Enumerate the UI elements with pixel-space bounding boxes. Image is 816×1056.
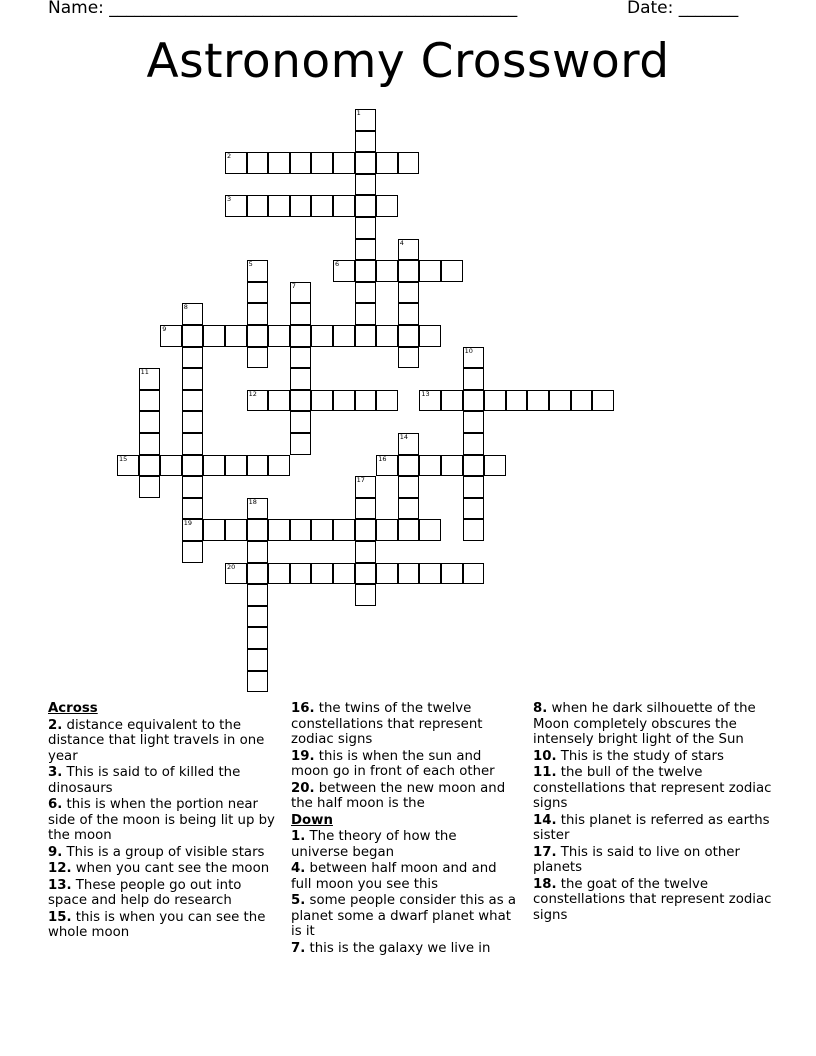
- crossword-cell[interactable]: [290, 347, 312, 369]
- crossword-cell[interactable]: [376, 563, 398, 585]
- crossword-cell[interactable]: [355, 239, 377, 261]
- crossword-cell[interactable]: [398, 563, 420, 585]
- crossword-cell[interactable]: [355, 131, 377, 153]
- crossword-cell[interactable]: [419, 390, 441, 412]
- clue-item-number: 4.: [291, 861, 306, 876]
- crossword-cell[interactable]: [182, 476, 204, 498]
- crossword-cell[interactable]: [247, 649, 269, 671]
- clue-number: 18: [248, 497, 257, 506]
- crossword-cell[interactable]: [247, 303, 269, 325]
- down-heading: Down: [291, 812, 333, 828]
- crossword-cell[interactable]: [247, 325, 269, 347]
- clue-number: 16: [378, 454, 387, 463]
- crossword-cell[interactable]: [268, 390, 290, 412]
- clue-item: [291, 749, 517, 780]
- crossword-cell[interactable]: [398, 498, 420, 520]
- crossword-cell[interactable]: [463, 433, 485, 455]
- clue-item-text: This is the study of stars: [556, 748, 724, 764]
- clue-number: 5: [248, 260, 253, 269]
- crossword-cell[interactable]: [333, 195, 355, 217]
- crossword-cell[interactable]: [290, 433, 312, 455]
- crossword-cell[interactable]: [484, 390, 506, 412]
- crossword-cell[interactable]: [225, 455, 247, 477]
- crossword-cell[interactable]: [463, 368, 485, 390]
- clue-column-3: [533, 701, 773, 924]
- clue-number: 10: [464, 346, 473, 355]
- crossword-cell[interactable]: [203, 325, 225, 347]
- clue-item: [48, 718, 284, 765]
- clue-item: [291, 701, 517, 748]
- crossword-cell[interactable]: [290, 282, 312, 304]
- crossword-cell[interactable]: [398, 260, 420, 282]
- crossword-cell[interactable]: [247, 627, 269, 649]
- crossword-cell[interactable]: [182, 455, 204, 477]
- clue-item-number: 18.: [533, 876, 557, 892]
- clue-column-2: [291, 701, 517, 957]
- clue-item-text: the twins of the twelve constellations that represent zodiac signs: [291, 701, 483, 747]
- clue-item-number: 6.: [48, 797, 63, 812]
- clue-item-number: 10.: [533, 748, 557, 764]
- crossword-cell[interactable]: [182, 347, 204, 369]
- clue-item: [533, 765, 773, 812]
- crossword-cell[interactable]: [268, 563, 290, 585]
- clue-item-number: 17.: [533, 844, 557, 860]
- crossword-cell[interactable]: [398, 282, 420, 304]
- crossword-cell[interactable]: [311, 563, 333, 585]
- crossword-cell[interactable]: [182, 433, 204, 455]
- crossword-cell[interactable]: [225, 152, 247, 174]
- crossword-cell[interactable]: [355, 390, 377, 412]
- crossword-cell[interactable]: [247, 260, 269, 282]
- clue-item-text: These people go out into space and help do research: [48, 877, 242, 908]
- clue-item-number: 5.: [291, 893, 306, 908]
- crossword-cell[interactable]: [311, 390, 333, 412]
- clue-item: [48, 910, 284, 941]
- clue-item-number: 11.: [533, 765, 557, 780]
- crossword-cell[interactable]: [549, 390, 571, 412]
- crossword-cell[interactable]: [290, 195, 312, 217]
- crossword-cell[interactable]: [290, 519, 312, 541]
- clue-item-text: the goat of the twelve constellations that represent zodiac signs: [533, 876, 772, 923]
- crossword-cell[interactable]: [441, 455, 463, 477]
- across-heading: Across: [48, 701, 98, 716]
- crossword-cell[interactable]: [311, 325, 333, 347]
- crossword-cell[interactable]: [398, 455, 420, 477]
- clue-item-text: when he dark silhouette of the Moon completely obscures the intensely bright light of the Sun: [533, 701, 756, 747]
- clue-item-text: this is when you can see the whole moon: [48, 909, 266, 940]
- crossword-cell[interactable]: [419, 563, 441, 585]
- clue-item: [533, 701, 773, 748]
- clue-item-text: This is said to of killed the dinosaurs: [48, 765, 241, 796]
- clue-item-number: 16.: [291, 701, 315, 716]
- crossword-cell[interactable]: [139, 368, 161, 390]
- crossword-cell[interactable]: [160, 455, 182, 477]
- clue-item-number: 8.: [533, 701, 548, 716]
- crossword-cell[interactable]: [333, 519, 355, 541]
- clue-item-text: this is the galaxy we live in: [305, 940, 491, 956]
- crossword-cell[interactable]: [290, 368, 312, 390]
- clue-item: [291, 941, 517, 957]
- clue-number: 15: [119, 454, 128, 463]
- crossword-cell[interactable]: [355, 217, 377, 239]
- clue-number: 19: [183, 519, 193, 528]
- crossword-cell[interactable]: [398, 152, 420, 174]
- crossword-cell[interactable]: [398, 303, 420, 325]
- crossword-cell[interactable]: [527, 390, 549, 412]
- clue-number: 4: [399, 238, 404, 247]
- crossword-cell[interactable]: [506, 390, 528, 412]
- crossword-cell[interactable]: [311, 195, 333, 217]
- crossword-cell[interactable]: [355, 109, 377, 131]
- clue-item: [291, 829, 517, 860]
- crossword-cell[interactable]: [376, 455, 398, 477]
- clue-number: 11: [140, 368, 149, 377]
- clue-item-text: This is said to live on other planets: [533, 844, 740, 875]
- crossword-cell[interactable]: [247, 498, 269, 520]
- crossword-cell[interactable]: [268, 455, 290, 477]
- clue-item: [291, 893, 517, 940]
- clue-item-number: 9.: [48, 844, 63, 860]
- crossword-cell[interactable]: [290, 563, 312, 585]
- crossword-cell[interactable]: [160, 325, 182, 347]
- clue-item: [533, 845, 773, 876]
- date-field[interactable]: Date: _______: [627, 0, 739, 18]
- crossword-cell[interactable]: [463, 563, 485, 585]
- clue-item: [48, 861, 284, 877]
- clue-item: [48, 797, 284, 844]
- clue-item: [48, 845, 284, 861]
- crossword-cell[interactable]: [398, 325, 420, 347]
- crossword-cell[interactable]: [419, 325, 441, 347]
- clue-item: [291, 861, 517, 892]
- crossword-cell[interactable]: [290, 152, 312, 174]
- clue-number: 9: [162, 325, 167, 333]
- clue-number: 7: [291, 281, 296, 290]
- clue-item-text: This is a group of visible stars: [62, 844, 265, 860]
- crossword-cell[interactable]: [203, 519, 225, 541]
- crossword-cell[interactable]: [247, 671, 269, 693]
- crossword-cell[interactable]: [182, 519, 204, 541]
- crossword-cell[interactable]: [355, 195, 377, 217]
- clue-item-number: 2.: [48, 717, 63, 733]
- crossword-cell[interactable]: [311, 152, 333, 174]
- clue-item: [48, 765, 284, 796]
- clue-item-text: the bull of the twelve constellations that represent zodiac signs: [533, 765, 772, 811]
- crossword-cell[interactable]: [247, 195, 269, 217]
- clue-item-number: 13.: [48, 877, 72, 893]
- clue-item-number: 7.: [291, 940, 306, 956]
- crossword-cell[interactable]: [355, 541, 377, 563]
- crossword-cell[interactable]: [398, 519, 420, 541]
- crossword-cell[interactable]: [139, 411, 161, 433]
- crossword-cell[interactable]: [182, 325, 204, 347]
- crossword-cell[interactable]: [333, 563, 355, 585]
- crossword-cell[interactable]: [182, 541, 204, 563]
- clue-item-number: 14.: [533, 812, 557, 828]
- clue-item: [533, 749, 773, 765]
- crossword-cell[interactable]: [419, 455, 441, 477]
- crossword-cell[interactable]: [225, 519, 247, 541]
- crossword-cell[interactable]: [247, 152, 269, 174]
- crossword-cell[interactable]: [463, 347, 485, 369]
- crossword-cell[interactable]: [139, 433, 161, 455]
- crossword-cell[interactable]: [182, 368, 204, 390]
- crossword-cell[interactable]: [268, 195, 290, 217]
- crossword-cell[interactable]: [441, 260, 463, 282]
- crossword-cell[interactable]: [311, 519, 333, 541]
- crossword-cell[interactable]: [441, 563, 463, 585]
- clue-item-number: 12.: [48, 861, 72, 876]
- clue-item-text: some people consider this as a planet some a dwarf planet what is it: [291, 893, 517, 939]
- crossword-cell[interactable]: [355, 260, 377, 282]
- clue-item-number: 15.: [48, 909, 72, 925]
- clue-number: 12: [248, 389, 257, 398]
- clue-item-number: 19.: [291, 748, 315, 764]
- crossword-cell[interactable]: [355, 563, 377, 585]
- crossword-cell[interactable]: [268, 519, 290, 541]
- clue-number: 8: [183, 303, 188, 312]
- clue-item-number: 1.: [291, 829, 306, 844]
- crossword-cell[interactable]: [355, 584, 377, 606]
- crossword-cell[interactable]: [463, 390, 485, 412]
- crossword-cell[interactable]: [376, 519, 398, 541]
- crossword-cell[interactable]: [247, 519, 269, 541]
- crossword-cell[interactable]: [333, 152, 355, 174]
- clue-item-text: this is when the sun and moon go in front of each other: [291, 748, 495, 779]
- crossword-cell[interactable]: [484, 455, 506, 477]
- crossword-cell[interactable]: [333, 390, 355, 412]
- clue-item-text: this is when the portion near side of the moon is being lit up by the moon: [48, 797, 275, 843]
- clue-item: [291, 781, 517, 812]
- crossword-cell[interactable]: [225, 195, 247, 217]
- crossword-cell[interactable]: [247, 584, 269, 606]
- clue-item: [533, 877, 773, 924]
- clue-item-text: between half moon and and full moon you see this: [291, 861, 497, 892]
- clue-item-text: distance equivalent to the distance that light travels in one year: [48, 717, 265, 764]
- clue-item-text: between the new moon and the half moon is the: [291, 780, 506, 811]
- crossword-cell[interactable]: [355, 476, 377, 498]
- crossword-cell[interactable]: [355, 152, 377, 174]
- crossword-cell[interactable]: [182, 390, 204, 412]
- clue-number: 1: [356, 109, 361, 117]
- clue-item-text: this planet is referred as earths sister: [533, 812, 770, 843]
- crossword-cell[interactable]: [419, 519, 441, 541]
- crossword-cell[interactable]: [463, 519, 485, 541]
- crossword-cell[interactable]: [182, 498, 204, 520]
- crossword-cell[interactable]: [376, 260, 398, 282]
- clue-number: 6: [335, 260, 340, 269]
- crossword-cell[interactable]: [139, 476, 161, 498]
- crossword-cell[interactable]: [398, 433, 420, 455]
- crossword-cell[interactable]: [139, 455, 161, 477]
- crossword-cell[interactable]: [203, 455, 225, 477]
- crossword-cell[interactable]: [463, 476, 485, 498]
- crossword-cell[interactable]: [463, 411, 485, 433]
- crossword-cell[interactable]: [376, 390, 398, 412]
- crossword-cell[interactable]: [571, 390, 593, 412]
- clue-number: 3: [227, 195, 232, 204]
- crossword-cell[interactable]: [290, 325, 312, 347]
- crossword-cell[interactable]: [355, 519, 377, 541]
- page-title: Astronomy Crossword: [146, 34, 670, 89]
- crossword-cell[interactable]: [247, 282, 269, 304]
- clue-item: [533, 813, 773, 844]
- crossword-cell[interactable]: [268, 325, 290, 347]
- crossword-cell[interactable]: [117, 455, 139, 477]
- clue-number: 13: [421, 389, 430, 398]
- crossword-cell[interactable]: [247, 347, 269, 369]
- clue-item: [48, 878, 284, 909]
- crossword-cell[interactable]: [355, 303, 377, 325]
- crossword-cell[interactable]: [182, 303, 204, 325]
- crossword-cell[interactable]: [398, 476, 420, 498]
- clue-number: 14: [399, 433, 409, 441]
- crossword-cell[interactable]: [247, 606, 269, 628]
- crossword-cell[interactable]: [463, 498, 485, 520]
- crossword-cell[interactable]: [290, 303, 312, 325]
- clue-item-number: 20.: [291, 780, 315, 796]
- crossword-cell[interactable]: [592, 390, 614, 412]
- clue-item-text: The theory of how the universe began: [291, 829, 457, 860]
- crossword-cell[interactable]: [139, 390, 161, 412]
- crossword-cell[interactable]: [398, 347, 420, 369]
- crossword-cell[interactable]: [290, 411, 312, 433]
- clue-number: 20: [227, 562, 236, 571]
- crossword-cell[interactable]: [376, 152, 398, 174]
- crossword-cell[interactable]: [441, 390, 463, 412]
- crossword-cell[interactable]: [182, 411, 204, 433]
- crossword-cell[interactable]: [268, 152, 290, 174]
- crossword-cell[interactable]: [247, 455, 269, 477]
- crossword-cell[interactable]: [225, 563, 247, 585]
- crossword-cell[interactable]: [333, 325, 355, 347]
- crossword-cell[interactable]: [463, 455, 485, 477]
- clue-number: 2: [227, 152, 232, 161]
- name-field[interactable]: Name: ________________________________________________: [48, 0, 518, 18]
- clue-item-text: when you cant see the moon: [71, 861, 270, 876]
- crossword-cell[interactable]: [290, 390, 312, 412]
- crossword-cell[interactable]: [398, 239, 420, 261]
- crossword-cell[interactable]: [376, 195, 398, 217]
- crossword-cell[interactable]: [355, 498, 377, 520]
- clue-number: 17: [356, 476, 365, 485]
- clue-item-number: 3.: [48, 765, 63, 780]
- crossword-cell[interactable]: [247, 541, 269, 563]
- crossword-cell[interactable]: [247, 390, 269, 412]
- crossword-cell[interactable]: [247, 563, 269, 585]
- crossword-cell[interactable]: [333, 260, 355, 282]
- crossword-cell[interactable]: [355, 282, 377, 304]
- crossword-cell[interactable]: [419, 260, 441, 282]
- crossword-cell[interactable]: [355, 325, 377, 347]
- crossword-cell[interactable]: [376, 325, 398, 347]
- crossword-cell[interactable]: [355, 174, 377, 196]
- crossword-cell[interactable]: [225, 325, 247, 347]
- clue-column-1: [48, 701, 284, 942]
